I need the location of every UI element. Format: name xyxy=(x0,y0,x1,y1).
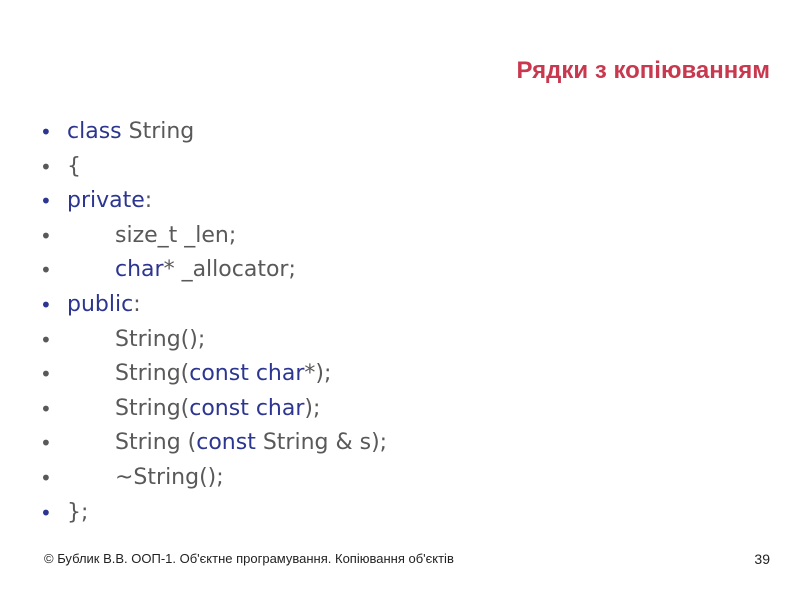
page-number: 39 xyxy=(754,551,770,567)
slide-title: Рядки з копіюванням xyxy=(516,57,770,84)
bullet-icon: • xyxy=(40,396,52,421)
code-text: { xyxy=(67,153,81,179)
code-line xyxy=(40,115,387,150)
bullet-icon: • xyxy=(40,465,52,490)
code-text: : xyxy=(144,188,153,214)
code-keyword: public xyxy=(67,291,134,317)
bullet-icon: • xyxy=(40,120,52,144)
code-keyword: class xyxy=(67,119,122,144)
code-line xyxy=(40,253,387,288)
code-bullet-list xyxy=(40,115,387,530)
code-text: : xyxy=(133,291,141,317)
code-text: ); xyxy=(304,395,321,421)
bullet-icon: • xyxy=(40,362,52,387)
code-text: ~String(); xyxy=(115,464,224,490)
code-text: }; xyxy=(67,499,89,525)
bullet-icon: • xyxy=(40,500,52,525)
slide-footer: © Бублик В.В. ООП-1. Об'єктне програмування. Копіювання об'єктів xyxy=(44,551,454,566)
bullet-icon: • xyxy=(40,189,52,214)
code-line xyxy=(40,426,387,461)
code-line xyxy=(40,150,387,185)
code-keyword: private xyxy=(67,188,145,214)
code-text: size_t _len; xyxy=(115,222,237,248)
bullet-icon: • xyxy=(40,327,52,352)
code-text: String xyxy=(121,119,195,144)
bullet-icon: • xyxy=(40,154,52,179)
code-line xyxy=(40,184,387,219)
code-line xyxy=(40,357,387,392)
code-line xyxy=(40,219,387,254)
code-line xyxy=(40,392,387,427)
code-text: * _allocator; xyxy=(163,257,296,283)
code-text: String & s); xyxy=(255,430,388,456)
code-text: String( xyxy=(115,361,190,387)
code-line xyxy=(40,496,387,531)
code-line xyxy=(40,323,387,358)
bullet-icon: • xyxy=(40,292,52,317)
code-keyword: const char xyxy=(189,395,305,421)
code-text: String( xyxy=(115,395,190,421)
bullet-icon: • xyxy=(40,223,52,248)
code-keyword: char xyxy=(115,257,164,283)
code-text: *); xyxy=(304,361,332,387)
code-text: String(); xyxy=(115,326,206,352)
code-line xyxy=(40,288,387,323)
bullet-icon: • xyxy=(40,431,52,456)
code-keyword: const xyxy=(196,430,256,456)
code-keyword: const char xyxy=(189,361,305,387)
code-line xyxy=(40,461,387,496)
code-text: String ( xyxy=(115,430,197,456)
bullet-icon: • xyxy=(40,258,52,283)
